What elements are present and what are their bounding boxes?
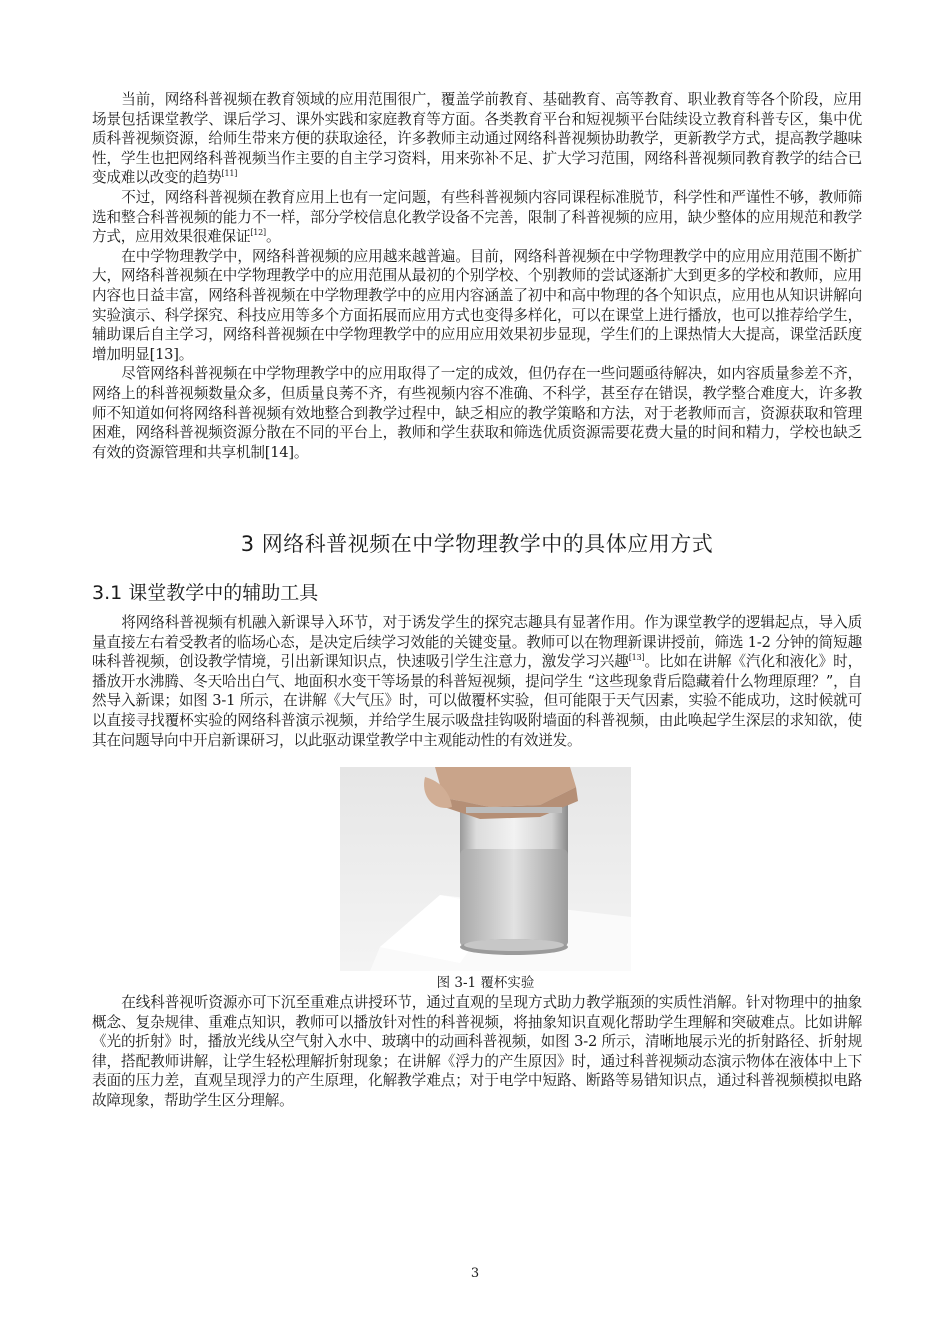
paragraph-3: 在中学物理教学中，网络科普视频的应用越来越普遍。目前，网络科普视频在中学物理教学中的应用应用范围不断扩大，网络科普视频在中学物理教学中的应用范围从最初的个别学校、个别教师的尝试逐渐扩大到更多的学校和教师，应用内容也日益丰富，网络科普视频在中学物理教学中的应用内容涵盖了初中和高中物理的各个知识点，应用也从知识讲解向实验演示、科学探究、科技应用等多个方面拓展而应用方式也变得多样化，可以在课堂上进行播放，也可以推荐给学生，辅助课后自主学习，网络科普视频在中学物理教学中的应用应用效果初步显现，学生们的上课热情大大提高，课堂活跃度增加明显[13]。 (92, 247, 862, 363)
paragraph-4: 尽管网络科普视频在中学物理教学中的应用取得了一定的成效，但仍存在一些问题亟待解决，如内容质量参差不齐，网络上的科普视频数量众多，但质量良莠不齐，有些视频内容不准确、不科学，甚至存在错误，教学整合难度大，许多教师不知道如何将网络科普视频有效地整合到教学过程中，缺乏相应的教学策略和方法，对于老教师而言，资源获取和管理困难，网络科普视频资源分散在不同的平台上，教师和学生获取和筛选优质资源需要花费大量的时间和精力，学校也缺乏有效的资源管理和共享机制[14]。 (92, 365, 862, 461)
paragraph-2: 不过，网络科普视频在教育应用上也有一定问题，有些科普视频内容同课程标准脱节，科学性和严谨性不够，教师筛选和整合科普视频的能力不一样，部分学校信息化教学设备不完善，限制了科普视频的应用，缺少整体的应用规范和教学方式，应用效果很难保证[12]。 (92, 188, 862, 246)
body-text-mid (92, 613, 862, 750)
paragraph-6: 在线科普视听资源亦可下沉至重难点讲授环节，通过直观的呈现方式助力教学瓶颈的实质性消解。针对物理中的抽象概念、复杂规律、重难点知识，教师可以播放针对性的科普视频，将抽象知识直观化帮助学生理解和突破难点。比如讲解《光的折射》时，播放光线从空气射入水中、玻璃中的动画科普视频，如图 3-2 所示，清晰地展示光的折射路径、折射规律，搭配教师讲解，让学生轻松理解折射现象；在讲解《浮力的产生原因》时，通过科普视频动态演示物体在液体中上下表面的压力差，直观呈现浮力的产生原理，化解教学难点；对于电学中短路、断路等易错知识点，通过科普视频模拟电路故障现象，帮助学生区分理解。 (92, 994, 862, 1109)
page-number: 3 (470, 1266, 480, 1281)
paragraph-1: 当前，网络科普视频在教育领域的应用范围很广，覆盖学前教育、基础教育、高等教育、职业教育等各个阶段，应用场景包括课堂教学、课后学习、课外实践和家庭教育等方面。各类教育平台和短视频平台陆续设立教育科普专区，集中优质科普视频资源，给师生带来方便的获取途径，许多教师主动通过网络科普视频协助教学，更新教学方式，提高教学趣味性，学生也把网络科普视频当作主要的自主学习资料，用来弥补不足、扩大学习范围，网络科普视频同教育教学的结合已变成难以改变的趋势[11] (92, 91, 862, 187)
section-title: 3 网络科普视频在中学物理教学中的具体应用方式 (240, 532, 714, 556)
figure-caption: 图 3-1 覆杯实验 (436, 975, 535, 991)
figure-cup-experiment-image (340, 767, 631, 971)
body-text-top (92, 90, 862, 462)
body-text-bottom (92, 993, 862, 1111)
paragraph-5: 将网络科普视频有机融入新课导入环节，对于诱发学生的探究志趣具有显著作用。作为课堂教学的逻辑起点，导入质量直接左右着受教者的临场心态，是决定后续学习效能的关键变量。教师可以在物理新课讲授前，筛选 1-2 分钟的简短趣味科普视频，创设教学情境，引出新课知识点，快速吸引学生注意力，激发学习兴趣[13]。比如在讲解《汽化和液化》时，播放开水沸腾、冬天哈出白气、地面积水变干等场景的科普短视频，提问学生 “这些现象背后隐藏着什么物理原理？”，自然导入新课；如图 3-1 所示，在讲解《大气压》时，可以做覆杯实验，但可能限于天气因素，实验不能成功，这时候就可以直接寻找覆杯实验的网络科普演示视频，并给学生展示吸盘挂钩吸附墙面的科普视频，由此唤起学生深层的求知欲，使其在问题导向中开启新课研习，以此驱动课堂教学中主观能动性的有效迸发。 (92, 614, 862, 749)
subsection-title: 3.1 课堂教学中的辅助工具 (92, 582, 319, 604)
